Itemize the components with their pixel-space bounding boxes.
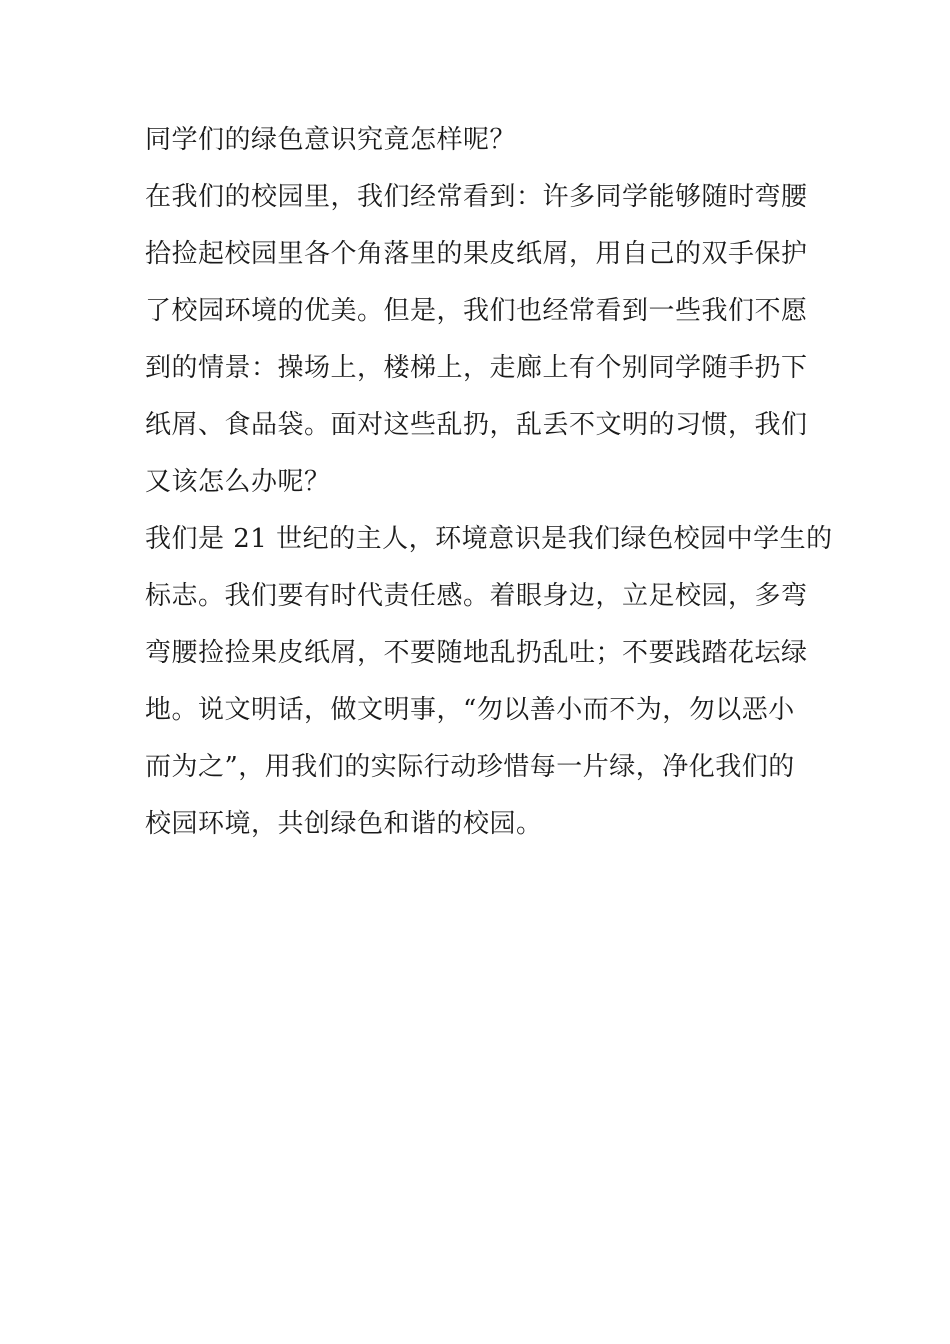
text-line: 校园环境，共创绿色和谐的校园。 — [145, 809, 543, 839]
paragraph-campus-observation — [145, 169, 813, 511]
document-body — [145, 112, 833, 853]
text-line: 拾捡起校园里各个角落里的果皮纸屑，用自己的双手保护 — [145, 239, 808, 269]
text-line: 在我们的校园里，我们经常看到：许多同学能够随时弯腰 — [145, 182, 808, 212]
text-line: 标志。我们要有时代责任感。着眼身边，立足校园，多弯 — [145, 581, 808, 611]
text-line: 又该怎么办呢？ — [145, 467, 331, 497]
text-line: 了校园环境的优美。但是，我们也经常看到一些我们不愿 — [145, 296, 808, 326]
text-line: 同学们的绿色意识究竟怎样呢？ — [145, 125, 517, 155]
paragraph-call-to-action — [145, 511, 833, 853]
text-line: 纸屑、食品袋。面对这些乱扔，乱丢不文明的习惯，我们 — [145, 410, 808, 440]
text-line: 弯腰捡捡果皮纸屑，不要随地乱扔乱吐；不要践踏花坛绿 — [145, 638, 808, 668]
text-line: 到的情景：操场上，楼梯上，走廊上有个别同学随手扔下 — [145, 353, 808, 383]
text-line: 地。说文明话，做文明事，“勿以善小而不为，勿以恶小 — [145, 695, 795, 725]
text-line: 我们是 21 世纪的主人，环境意识是我们绿色校园中学生的 — [145, 524, 833, 554]
text-line: 而为之”，用我们的实际行动珍惜每一片绿，净化我们的 — [145, 752, 795, 782]
paragraph-question — [145, 112, 813, 169]
